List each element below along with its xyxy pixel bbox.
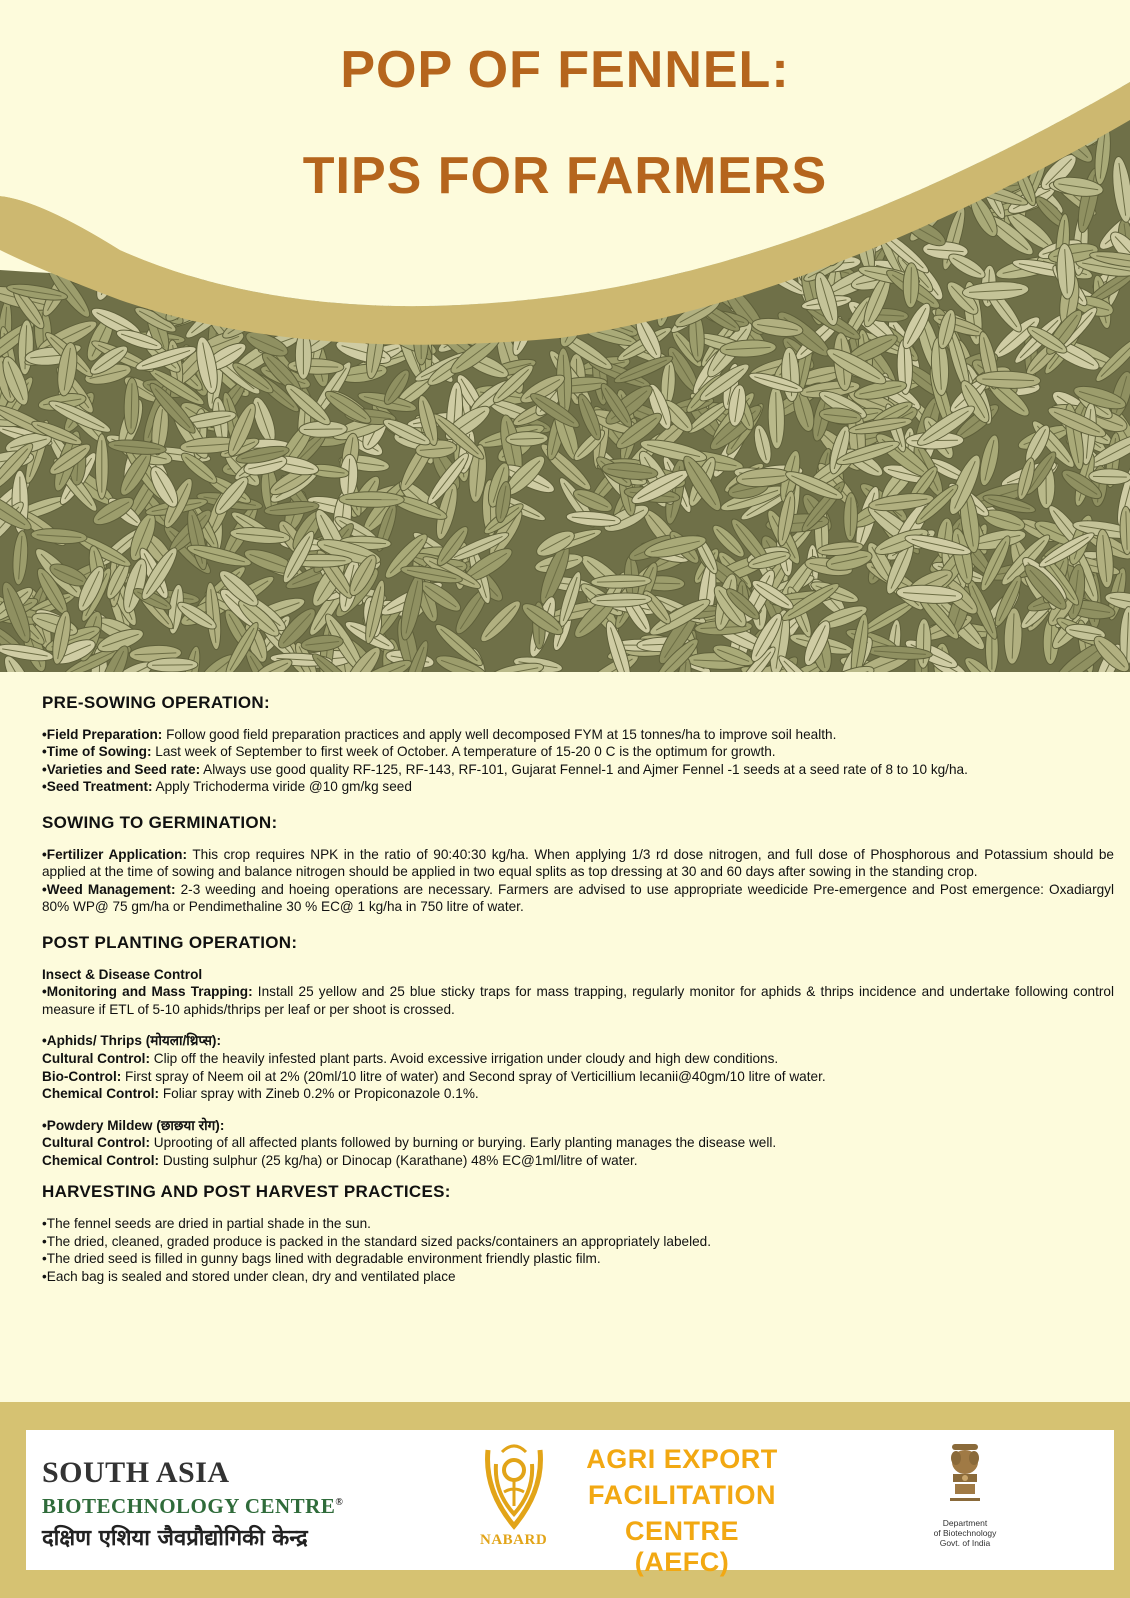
dbt-line-3: Govt. of India xyxy=(939,1538,991,1548)
sabc-logo-line2 xyxy=(42,1494,343,1519)
ashoka-emblem-icon xyxy=(944,1436,986,1516)
aphids-item xyxy=(42,1050,1114,1068)
item-label: •Monitoring and Mass Trapping: xyxy=(42,984,253,1000)
aefc-line-2: FACILITATION xyxy=(588,1480,776,1510)
sowing-item xyxy=(42,846,1114,881)
item-label: •Weed Management: xyxy=(42,881,176,897)
item-text: Foliar spray with Zineb 0.2% or Propiconazole 0.1%. xyxy=(159,1086,479,1102)
harvest-item: •The dried, cleaned, graded produce is packed in the standard sized packs/containers an appropriately labeled. xyxy=(42,1233,712,1249)
item-label: •Time of Sowing: xyxy=(42,744,152,760)
item-text: Follow good field preparation practices and apply well decomposed FYM at 15 tonnes/ha to improve soil health. xyxy=(162,726,837,742)
title-line-1: POP OF FENNEL: xyxy=(340,41,790,99)
item-label: Chemical Control: xyxy=(42,1152,160,1168)
aphids-item xyxy=(42,1068,1114,1086)
item-text: Always use good quality RF-125, RF-143, RF-101, Gujarat Fennel-1 and Ajmer Fennel -1 seeds at a seed rate of 8 to 10 kg/ha. xyxy=(200,761,968,777)
item-text: Last week of September to first week of October. A temperature of 15-20 0 C is the optimum for growth. xyxy=(151,744,776,760)
heading-sowing-germination: SOWING TO GERMINATION: xyxy=(42,812,278,832)
harvest-item: •The fennel seeds are dried in partial shade in the sun. xyxy=(42,1216,371,1232)
harvest-item: •The dried seed is filled in gunny bags lined with degradable environment friendly plastic film. xyxy=(42,1251,601,1267)
insect-disease-heading: Insect & Disease Control xyxy=(42,966,203,982)
item-text: Clip off the heavily infested plant parts. Avoid excessive irrigation under cloudy and high dew conditions. xyxy=(149,1050,779,1066)
content-area xyxy=(42,694,1114,1285)
nabard-logo-icon xyxy=(482,1440,546,1530)
mildew-item xyxy=(42,1134,1114,1152)
registered-mark: ® xyxy=(335,1497,344,1508)
heading-harvesting: HARVESTING AND POST HARVEST PRACTICES: xyxy=(42,1182,451,1202)
aphids-heading: •Aphids/ Thrips (मोयला/थ्रिप्स): xyxy=(42,1033,221,1049)
sowing-item xyxy=(42,881,1114,916)
heading-pre-sowing: PRE-SOWING OPERATION: xyxy=(42,693,270,712)
pre-sowing-item xyxy=(42,726,1114,744)
item-label: Chemical Control: xyxy=(42,1086,160,1102)
monitoring-item xyxy=(42,983,1114,1018)
sabc-logo-hindi: दक्षिण एशिया जैवप्रौद्योगिकी केन्द्र xyxy=(42,1526,308,1551)
item-text: This crop requires NPK in the ratio of 90:40:30 kg/ha. When applying 1/3 rd dose nitrogen, and full dose of Phosphorous and Potassium should be applied at the time of sowing and balance nitrogen should be applied in two equal splits as top dressing at 30 and 60 days after sowing in the standing crop. xyxy=(42,846,1114,880)
item-text: Apply Trichoderma viride @10 gm/kg seed xyxy=(152,779,412,795)
title-line-2: TIPS FOR FARMERS xyxy=(302,147,828,205)
item-text: Uprooting of all affected plants followed by burning or burying. Early planting manages the disease well. xyxy=(149,1135,777,1151)
item-label: •Varieties and Seed rate: xyxy=(42,761,201,777)
item-label: Cultural Control: xyxy=(42,1050,150,1066)
pre-sowing-item xyxy=(42,743,1114,761)
item-label: Cultural Control: xyxy=(42,1135,150,1151)
sabc-logo-line1: SOUTH ASIA xyxy=(42,1456,230,1489)
aphids-item xyxy=(42,1085,1114,1103)
item-text: First spray of Neem oil at 2% (20ml/10 litre of water) and Second spray of Verticillium lecanii@40gm/10 litre of water. xyxy=(121,1068,826,1084)
sabc-name: BIOTECHNOLOGY CENTRE xyxy=(42,1494,336,1518)
pre-sowing-item xyxy=(42,778,1114,796)
aefc-line-1: AGRI EXPORT xyxy=(586,1444,778,1474)
item-text: 2-3 weeding and hoeing operations are necessary. Farmers are advised to use appropriate weedicide Pre-emergence and Post emergence: Oxadiargyl 80% WP@ 75 gm/ha or Pendimethaline 30 % EC@ 1 kg/ha in 750 litre of water. xyxy=(42,881,1114,915)
dbt-line-2: of Biotechnology xyxy=(933,1528,997,1538)
fennel-seeds-image xyxy=(0,0,1130,672)
item-label: •Seed Treatment: xyxy=(42,779,153,795)
harvest-item: •Each bag is sealed and stored under clean, dry and ventilated place xyxy=(42,1268,456,1284)
mildew-item xyxy=(42,1152,1114,1170)
mildew-heading: •Powdery Mildew (छाछया रोग): xyxy=(42,1117,225,1133)
item-label: •Field Preparation: xyxy=(42,726,163,742)
nabard-label: NABARD xyxy=(480,1532,548,1548)
item-label: •Fertilizer Application: xyxy=(42,846,188,862)
dbt-line-1: Department xyxy=(942,1518,988,1528)
item-text: Dusting sulphur (25 kg/ha) or Dinocap (Karathane) 48% EC@1ml/litre of water. xyxy=(159,1152,638,1168)
hero-banner xyxy=(0,0,1130,672)
heading-post-planting: POST PLANTING OPERATION: xyxy=(42,932,298,952)
aefc-line-3: CENTRE (AEFC) xyxy=(624,1516,739,1577)
item-label: Bio-Control: xyxy=(42,1068,122,1084)
pre-sowing-item xyxy=(42,761,1114,779)
item-text: Install 25 yellow and 25 blue sticky traps for mass trapping, regularly monitor for aphids & thrips incidence and undertake following control measure if ETL of 5-10 aphids/thrips per leaf or per shoot is crossed. xyxy=(42,984,1114,1017)
